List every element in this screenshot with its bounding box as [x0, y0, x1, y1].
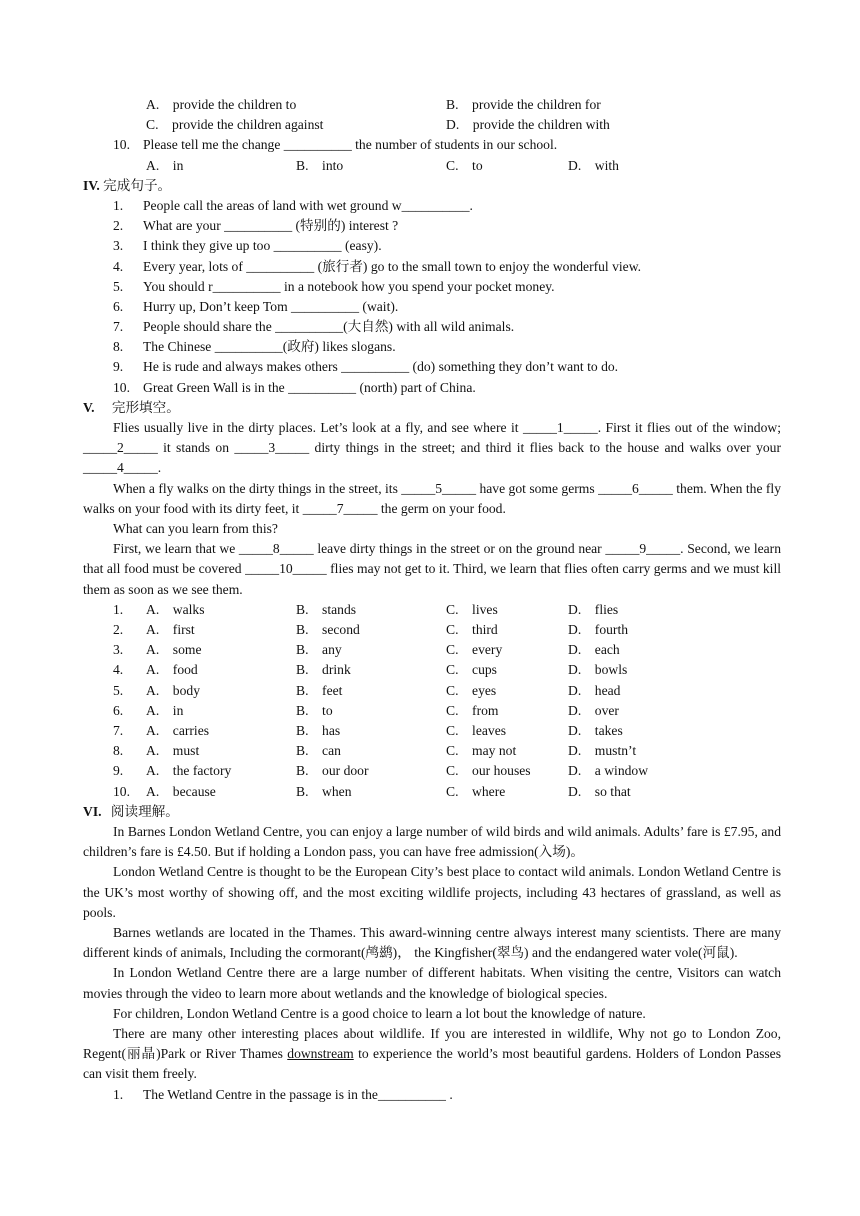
cloze-option-b: B. second: [296, 622, 360, 638]
reading-paragraph-4: [83, 963, 781, 1003]
q10-option-c: C. to: [446, 157, 483, 173]
cloze-option-d: D. bowls: [568, 662, 628, 678]
cloze-option-b: B. has: [296, 722, 341, 738]
cloze-option-d: D. takes: [568, 722, 623, 738]
section-v-roman: V.: [83, 399, 95, 415]
cloze-option-b: B. stands: [296, 601, 357, 617]
cloze-choice-number: 8.: [113, 743, 124, 759]
q10-number: 10.: [113, 137, 130, 153]
sentence-item-text: Every year, lots of __________ (旅行者) go to the small town to enjoy the wonderful view.: [143, 258, 642, 274]
sentence-item: [83, 297, 781, 317]
reading-question-1: [83, 1085, 781, 1105]
sentence-item-text: People should share the __________(大自然) with all wild animals.: [143, 319, 515, 335]
cloze-paragraph-4: [83, 539, 781, 600]
q10-option-d: D. with: [568, 157, 619, 173]
cloze-option-d: D. head: [568, 682, 621, 698]
cloze-choice-number: 6.: [113, 702, 124, 718]
cloze-choice-number: 10.: [113, 783, 130, 799]
sentence-item-text: Hurry up, Don’t keep Tom __________ (wait).: [143, 298, 399, 314]
cloze-option-c: C. cups: [446, 662, 497, 678]
reading-paragraph-4-text: In London Wetland Centre there are a large number of different habitats. When visiting the centre, Visitors can watch movies through the video to learn more about wetlands and the knowledge of biological species.: [83, 965, 781, 1001]
cloze-paragraph-3: [83, 519, 781, 539]
cloze-choice-number: 5.: [113, 682, 124, 698]
reading-paragraph-6: [83, 1024, 781, 1085]
q9-option-c: C. provide the children against: [146, 117, 324, 133]
cloze-option-a: A. some: [146, 642, 202, 658]
cloze-choice-row: [83, 741, 781, 761]
reading-paragraph-5-text: For children, London Wetland Centre is a good choice to learn a lot bout the knowledge of nature.: [113, 1005, 646, 1021]
cloze-option-a: A. food: [146, 662, 198, 678]
reading-paragraph-3-text: Barnes wetlands are located in the Thames. This award-winning centre always interest many scientists. There are many different kinds of animals, Including the cormorant(鸬鹚)， the Kingfisher(翠鸟) and the endangered water vole(河鼠).: [83, 924, 781, 961]
cloze-option-d: D. over: [568, 702, 619, 718]
cloze-option-b: B. to: [296, 702, 333, 718]
cloze-option-a: A. walks: [146, 601, 205, 617]
cloze-option-b: B. our door: [296, 763, 369, 779]
cloze-option-c: C. our houses: [446, 763, 531, 779]
cloze-option-a: A. because: [146, 783, 216, 799]
q9-option-d: D. provide the children with: [446, 117, 610, 133]
sentence-item: [83, 277, 781, 297]
section-iv-roman: IV.: [83, 177, 100, 193]
sentence-item: [83, 257, 781, 277]
section-iv-label: 完成句子。: [103, 177, 172, 193]
cloze-choice-row: [83, 681, 781, 701]
cloze-option-c: C. may not: [446, 743, 517, 759]
cloze-option-a: A. carries: [146, 722, 210, 738]
cloze-paragraph-2: [83, 479, 781, 519]
cloze-paragraph-2-text: When a fly walks on the dirty things in the street, its _____5_____ have got some germs _____6_____ them. When the fly walks on your food with its dirty feet, it _____7_____ the germ on your food.: [83, 480, 781, 516]
reading-paragraph-1-text: In Barnes London Wetland Centre, you can enjoy a large number of wild birds and wild animals. Adults’ fare is £7.95, and children’s fare is £4.50. But if holding a London pass, you can have free admission(入场)。: [83, 823, 781, 860]
exam-page: [83, 95, 781, 1105]
reading-q1-number: 1.: [113, 1086, 124, 1102]
cloze-choice-row: [83, 620, 781, 640]
q9-options-row-2: [83, 115, 781, 135]
section-vi-roman: VI.: [83, 803, 102, 819]
cloze-option-c: C. lives: [446, 601, 498, 617]
cloze-option-d: D. flies: [568, 601, 619, 617]
reading-paragraph-2-text: London Wetland Centre is thought to be the European City’s best place to contact wild animals. London Wetland Centre is the UK’s most worthy of showing off, and the most exciting wildlife projects, including 43 hectares of grassland, as well as pools.: [83, 864, 781, 920]
sentence-item-number: 3.: [113, 238, 124, 254]
cloze-option-b: B. any: [296, 642, 342, 658]
cloze-paragraph-4-text: First, we learn that we _____8_____ leave dirty things in the street or on the ground near _____9_____. Second, we learn that all food must be covered _____10_____ flies may not get to it. Third, we learn that flies often carry germs and we must kill them as soon as we see them.: [83, 541, 781, 597]
cloze-choice-row: [83, 600, 781, 620]
cloze-option-c: C. from: [446, 702, 499, 718]
cloze-option-b: B. feet: [296, 682, 343, 698]
reading-paragraph-3: [83, 923, 781, 963]
sentence-item-text: I think they give up too __________ (easy).: [143, 238, 382, 254]
sentence-item-number: 1.: [113, 197, 124, 213]
reading-paragraph-1: [83, 822, 781, 862]
cloze-option-a: A. in: [146, 702, 184, 718]
reading-paragraph-5: [83, 1004, 781, 1024]
cloze-option-b: B. can: [296, 743, 341, 759]
cloze-option-b: B. drink: [296, 662, 351, 678]
cloze-choice-row: [83, 640, 781, 660]
cloze-choice-row: [83, 782, 781, 802]
cloze-paragraph-1-text: Flies usually live in the dirty places. Let’s look at a fly, and see where it _____1_____. First it flies out of the window; _____2_____ it stands on _____3_____ dirty things in the street; and third it flies back to the house and walks over your _____4_____.: [83, 420, 781, 476]
section-iv-heading: [83, 176, 781, 196]
sentence-item-number: 6.: [113, 298, 124, 314]
cloze-choice-number: 7.: [113, 722, 124, 738]
sentence-item: [83, 236, 781, 256]
cloze-choice-row: [83, 660, 781, 680]
q10-question: [83, 135, 781, 155]
sentence-item-text: Great Green Wall is in the __________ (north) part of China.: [143, 379, 476, 395]
cloze-choice-row: [83, 721, 781, 741]
cloze-choice-number: 4.: [113, 662, 124, 678]
section-vi-heading: [83, 802, 781, 822]
section-v-heading: [83, 398, 781, 418]
reading-paragraph-2: [83, 862, 781, 923]
section-v-label: 完形填空。: [111, 399, 180, 415]
sentence-item: [83, 216, 781, 236]
cloze-option-a: A. first: [146, 622, 195, 638]
cloze-option-d: D. so that: [568, 783, 631, 799]
cloze-option-c: C. eyes: [446, 682, 497, 698]
cloze-option-d: D. mustn’t: [568, 743, 637, 759]
q10-text: Please tell me the change __________ the number of students in our school.: [143, 137, 558, 153]
cloze-option-a: A. must: [146, 743, 200, 759]
sentence-item-number: 10.: [113, 379, 130, 395]
q9-options-row-1: [83, 95, 781, 115]
sentence-item-text: He is rude and always makes others __________ (do) something they don’t want to do.: [143, 359, 619, 375]
cloze-choices: [83, 600, 781, 802]
cloze-paragraph-1: [83, 418, 781, 479]
q10-options: [83, 156, 781, 176]
cloze-choice-number: 3.: [113, 642, 124, 658]
cloze-choice-row: [83, 701, 781, 721]
sentence-item-text: You should r__________ in a notebook how you spend your pocket money.: [143, 278, 555, 294]
cloze-option-d: D. fourth: [568, 622, 629, 638]
cloze-choice-row: [83, 761, 781, 781]
sentence-item-number: 8.: [113, 339, 124, 355]
cloze-choice-number: 2.: [113, 622, 124, 638]
underlined-word-downstream: downstream: [287, 1046, 354, 1062]
sentence-item-number: 7.: [113, 319, 124, 335]
sentence-item: [83, 317, 781, 337]
sentence-item-text: What are your __________ (特别的) interest ?: [143, 218, 399, 234]
reading-paragraph-6-text-b: to experience the world’s most beautiful gardens. Holders of London Passes can visit them freely.: [83, 1046, 782, 1082]
q10-option-b: B. into: [296, 157, 344, 173]
sentence-item-number: 9.: [113, 359, 124, 375]
cloze-option-a: A. the factory: [146, 763, 232, 779]
cloze-option-c: C. every: [446, 642, 503, 658]
q9-option-a: A. provide the children to: [146, 97, 297, 112]
q10-option-a: A. in: [146, 157, 184, 173]
sentence-item-text: People call the areas of land with wet ground w__________.: [143, 197, 473, 213]
sentence-item: [83, 337, 781, 357]
cloze-option-a: A. body: [146, 682, 200, 698]
cloze-choice-number: 9.: [113, 763, 124, 779]
sentence-item-number: 2.: [113, 218, 124, 234]
reading-paragraph-6-text-a: There are many other interesting places about wildlife. If you are interested in wildlife, Why not go to London Zoo, Regent(丽晶)Park or River Thames: [83, 1025, 781, 1062]
cloze-choice-number: 1.: [113, 601, 124, 617]
sentence-item-text: The Chinese __________(政府) likes slogans.: [143, 339, 396, 355]
sentence-item-number: 5.: [113, 278, 124, 294]
q9-option-b: B. provide the children for: [446, 97, 601, 112]
cloze-option-c: C. leaves: [446, 722, 507, 738]
cloze-paragraph-3-text: What can you learn from this?: [113, 521, 278, 537]
cloze-option-c: C. third: [446, 622, 498, 638]
sentence-item-number: 4.: [113, 258, 124, 274]
section-vi-label: 阅读理解。: [110, 803, 179, 819]
sentence-item: [83, 378, 781, 398]
sentence-item: [83, 357, 781, 377]
reading-q1-text: The Wetland Centre in the passage is in the__________ .: [143, 1086, 453, 1102]
section-iv-items: [83, 196, 781, 398]
cloze-option-d: D. a window: [568, 763, 649, 779]
cloze-option-c: C. where: [446, 783, 506, 799]
cloze-option-b: B. when: [296, 783, 352, 799]
cloze-option-d: D. each: [568, 642, 620, 658]
sentence-item: [83, 196, 781, 216]
